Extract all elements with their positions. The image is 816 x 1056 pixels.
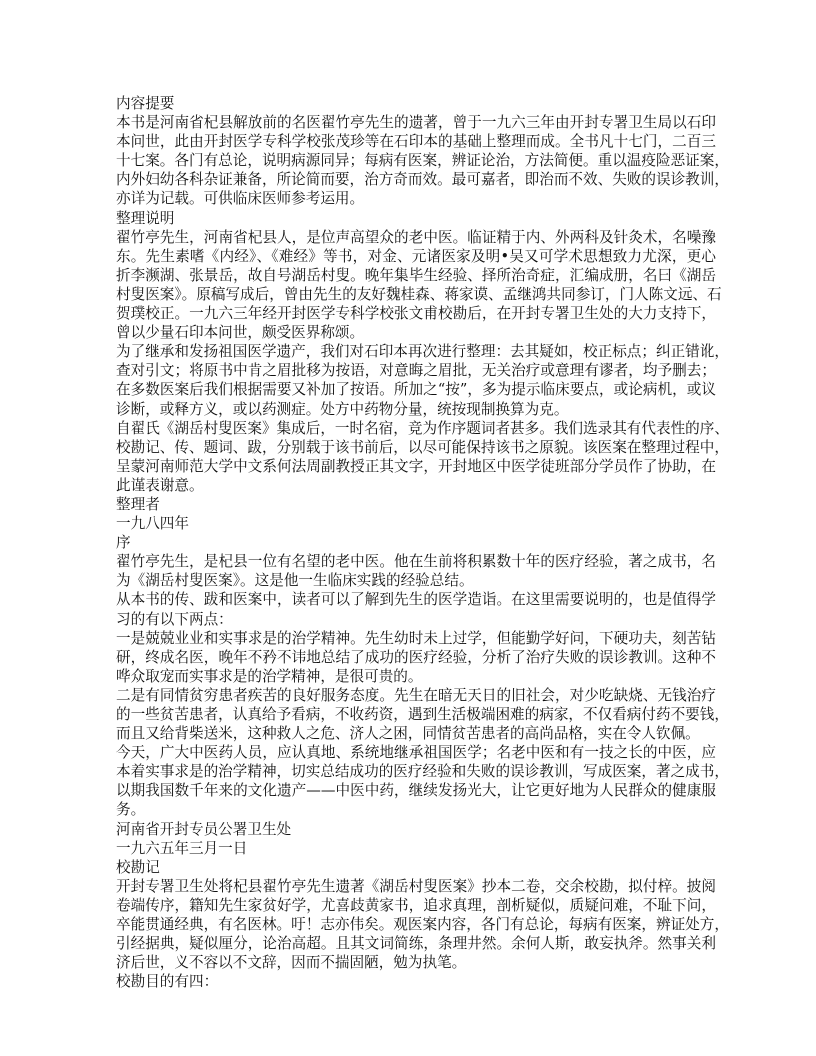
text-line: 村叟医案》。原稿写成后，曾由先生的友好魏桂森、蒋家谟、孟继鸿共同参订，门人陈文远、石 [116,285,722,303]
text-line: 济后世，义不容以不文辞，因而不揣固陋，勉为执笔。 [116,954,467,972]
text-line: 哗众取宠而实事求是的治学精神，是很可贵的。 [116,667,423,685]
signature-line [116,495,716,514]
text-line: 在多数医案后我们根据需要又补加了按语。所加之“按”，多为提示临床要点，或论病机，或议 [116,381,716,399]
text-line: 十七案。各门有总论，说明病源同异；每病有医案，辨证论治，方法简便。重以温疫险恶证案， [116,152,729,170]
text-line: 研，终成名医，晚年不矜不讳地总结了成功的医疗经验，分析了治疗失败的误诊教训。这种不 [116,648,716,666]
date-line [116,514,716,533]
paragraph [116,972,716,991]
section-heading [116,94,716,113]
text-line: 内外妇幼各科杂证兼备，所论简而要，治方奇而效。最可嘉者，即治而不效、失败的误诊教训， [116,171,729,189]
text-line: 贺璞校正。一九六三年经开封医学专科学校张文甫校勘后，在开封专署卫生处的大力支持下， [116,305,716,323]
text-line: 自翟氏《湖岳村叟医案》集成后，一时名宿，竞为作序题词者甚多。我们选录其有代表性的序、 [116,419,729,437]
text-line: 序 [116,534,131,552]
text-line: 翟竹亭先生，河南省杞县人，是位声高望众的老中医。临证精于内、外两科及针灸术，名噪豫 [116,228,716,246]
section-heading [116,533,716,552]
text-line: 习的有以下两点： [116,610,233,628]
text-line: 以期我国数千年来的文化遗产——中医中药，继续发扬光大，让它更好地为人民群众的健康服 [116,782,716,800]
text-line: 河南省开封专员公署卫生处 [116,820,292,838]
paragraph [116,686,729,743]
text-line: 本问世，此由开封医学专科学校张茂珍等在石印本的基础上整理而成。全书凡十七门，二百三 [116,133,716,151]
text-line: 一九八四年 [116,515,189,533]
text-line: 查对引文；将原书中肯之眉批移为按语，对意晦之眉批，无关治疗或意理有谬者，均予删去； [116,362,716,380]
text-line: 诊断，或释方义，或以药测症。处方中药物分量，统按现制换算为克。 [116,400,569,418]
text-line: 曾以少量石印本问世，颇受医界称颂。 [116,324,365,342]
text-line: 为了继承和发扬祖国医学遗产，我们对石印本再次进行整理：去其疑如，校正标点；纠正错讹， [116,343,729,361]
text-line: 校勘记、传、题词、跋，分别载于该书前后，以尽可能保持该书之原貌。该医案在整理过程中， [116,438,729,456]
text-line: 一九六五年三月一日 [116,839,248,857]
paragraph [116,113,729,208]
text-line: 校勘记 [116,858,160,876]
paragraph [116,629,716,686]
paragraph [116,743,729,819]
text-line: 东。先生素嗜《内经》、《难经》等书，对金、元诸医家及明•吴又可学术思想致力尤深，更心 [116,247,716,265]
text-line: 开封专署卫生处将杞县翟竹亭先生遗著《湖岳村叟医案》抄本二卷，交余校勘，拟付梓。披阅 [116,877,716,895]
text-line: 的一些贫苦患者，认真给予看病，不收药资，遇到生活极端困难的病家，不仅看病付药不要钱， [116,706,729,723]
section-heading [116,858,716,877]
text-line: 整理者 [116,495,160,513]
text-line: 本书是河南省杞县解放前的名医翟竹亭先生的遗著，曾于一九六三年由开封专署卫生局以石印 [116,114,716,132]
paragraph [116,552,716,590]
text-line: 校勘目的有四： [116,973,219,991]
text-line: 本着实事求是的治学精神，切实总结成功的医疗经验和失败的误诊教训，写成医案，著之成书， [116,763,729,781]
text-line: 呈蒙河南师范大学中文系何法周副教授正其文字，开封地区中医学徒班部分学员作了协助，在 [116,457,716,475]
text-line: 卷端传序，籍知先生家贫好学，尤喜歧黄家书，追求真理，剖析疑似，质疑问难，不耻下问， [116,896,716,914]
text-line: 二是有同情贫穷患者疾苦的良好服务态度。先生在暗无天日的旧社会，对少吃缺烧、无钱治疗 [116,686,716,704]
document-body [116,94,729,991]
paragraph [116,342,729,418]
text-line: 而且又给背柴送米，这种救人之危、济人之困，同情贫苦患者的高尚品格，实在令人钦佩。 [116,725,700,743]
text-line: 亦详为记载。可供临床医师参考运用。 [116,190,365,208]
text-line: 从本书的传、跋和医案中，读者可以了解到先生的医学造诣。在这里需要说明的，也是值得学 [116,591,716,609]
text-line: 为《湖岳村叟医案》。这是他一生临床实践的经验总结。 [116,572,474,590]
text-line: 翟竹亭先生，是杞县一位有名望的老中医。他在生前将积累数十年的医疗经验，著之成书，名 [116,553,716,571]
date-line [116,839,716,858]
section-heading [116,209,716,228]
text-line: 今天，广大中医药人员，应认真地、系统地继承祖国医学；名老中医和有一技之长的中医，应 [116,744,716,762]
text-line: 一是兢兢业业和实事求是的治学精神。先生幼时未上过学，但能勤学好问，下硬功夫，刻苦钻 [116,629,716,647]
paragraph [116,228,722,343]
text-line: 引经据典，疑似厘分，论治高超。且其文词简练，条理井然。余何人斯，敢妄执斧。然事关利 [116,935,716,953]
text-line: 折李濒湖、张景岳，故自号湖岳村叟。晚年集毕生经验、择所治奇症，汇编成册，名曰《湖岳 [116,266,716,284]
text-line: 卒能贯通经典，有名医林。吁！志亦伟矣。观医案内容，各门有总论，每病有医案，辨证处方， [116,916,729,934]
text-line: 内容提要 [116,95,175,112]
paragraph [116,877,729,972]
signature-line [116,820,716,839]
text-line: 此谨表谢意。 [116,476,204,494]
paragraph [116,419,729,495]
text-line: 务。 [116,801,146,819]
paragraph [116,590,716,628]
text-line: 整理说明 [116,209,175,227]
